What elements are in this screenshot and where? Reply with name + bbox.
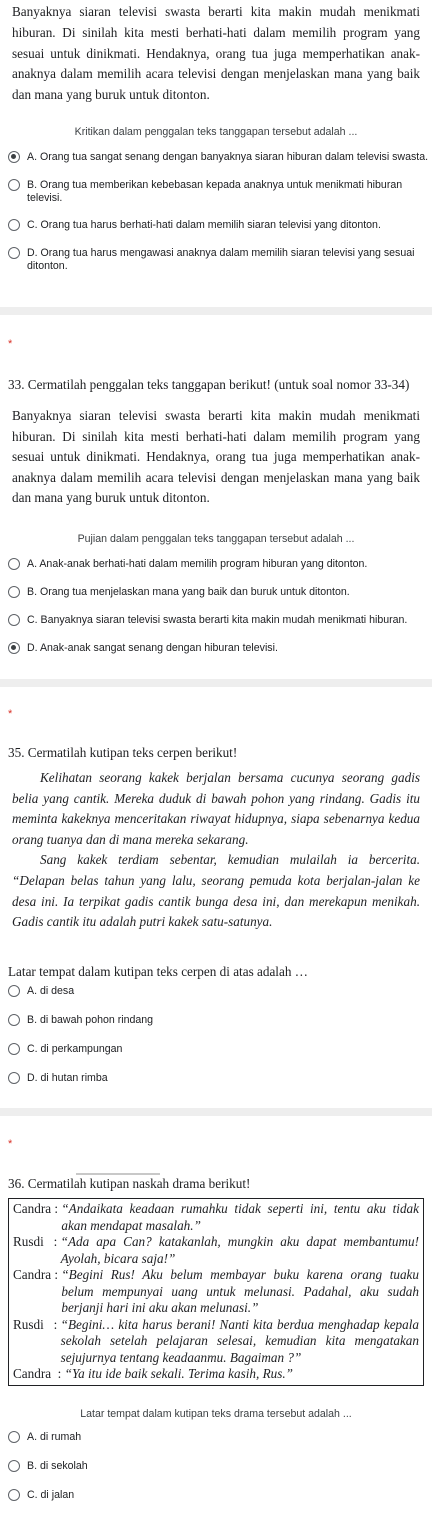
question-35-passage-block	[0, 768, 432, 933]
question-35-stem-block	[0, 964, 432, 980]
question-32-stem-block	[0, 126, 432, 138]
question-35-paragraph-2: Sang kakek terdiam sebentar, kemudian mulailah ia bercerita. “Delapan belas tahun yang lalu, seorang pemuda kota berjalan-jalan ke desa ini. Ia terpikat gadis cantik bunga desa ini, dan merekapun menikah. Gadis cantik itu adalah putri kakek satu-satunya.	[12, 852, 420, 930]
radio-icon[interactable]	[8, 219, 20, 231]
radio-icon[interactable]	[8, 985, 20, 997]
question-33-stem: Pujian dalam penggalan teks tanggapan tersebut adalah ...	[77, 533, 355, 545]
radio-selected-icon[interactable]	[8, 642, 20, 654]
question-36-options	[0, 1431, 432, 1513]
question-32-option-b[interactable]: B. Orang tua memberikan kebebasan kepada anaknya untuk menikmati hiburan televisi.	[0, 179, 432, 219]
radio-selected-icon[interactable]	[8, 151, 20, 163]
question-33-option-d[interactable]: D. Anak-anak sangat senang dengan hiburan televisi.	[0, 642, 432, 670]
question-32-passage-block	[0, 2, 432, 106]
question-33-option-b[interactable]: B. Orang tua menjelaskan mana yang baik dan buruk untuk ditonton.	[0, 586, 432, 614]
question-35-option-d[interactable]: D. di hutan rimba	[0, 1072, 432, 1101]
question-32-options	[0, 151, 432, 287]
question-32-option-c[interactable]: C. Orang tua harus berhati-hati dalam memilih siaran televisi yang ditonton.	[0, 219, 432, 247]
question-33-title: 33. Cermatilah penggalan teks tanggapan berikut! (untuk soal nomor 33-34)	[8, 377, 410, 392]
drama-script-box	[8, 1198, 424, 1386]
question-33-stem-block	[0, 533, 432, 545]
question-35-stem: Latar tempat dalam kutipan teks cerpen di atas adalah …	[8, 964, 308, 979]
drama-line: Candra : “Ya itu ide baik sekali. Terima kasih, Rus.”	[13, 1366, 293, 1381]
drama-line: Rusdi : “Begini… kita harus berani! Nanti kita berdua menghadap kepala sekolah setelah pelajaran selesai, kemudian kita mengatakan sejujurnya tentang keadaanmu. Bagaiman ?”	[13, 1316, 419, 1365]
question-33-options	[0, 558, 432, 670]
radio-icon[interactable]	[8, 1489, 20, 1501]
question-36-option-c[interactable]: C. di jalan	[0, 1489, 432, 1513]
question-33-passage-block	[0, 406, 432, 509]
question-32-passage: Banyaknya siaran televisi swasta berarti kita makin mudah menikmati hiburan. Di sinilah kita mesti berhati-hati dalam memilih program yang sesuai untuk dinikmati. Hendaknya, orang tua juga memperhatikan anak-anaknya dalam memilih acara televisi dengan menjelaskan mana yang baik dan mana yang buruk untuk ditonton.	[12, 4, 420, 103]
radio-icon[interactable]	[8, 1072, 20, 1084]
question-35-option-a[interactable]: A. di desa	[0, 985, 432, 1014]
question-33-option-a[interactable]: A. Anak-anak berhati-hati dalam memilih program hiburan yang ditonton.	[0, 558, 432, 586]
question-36-option-b[interactable]: B. di sekolah	[0, 1460, 432, 1489]
question-35-title: 35. Cermatilah kutipan teks cerpen berikut!	[8, 745, 238, 760]
drama-line: Candra : “Andaikata keadaan rumahku tidak seperti ini, tentu aku tidak akan mendapat masalah.”	[13, 1201, 419, 1233]
radio-icon[interactable]	[8, 1043, 20, 1055]
question-35-paragraph-1: Kelihatan seorang kakek berjalan bersama cucunya seorang gadis belia yang cantik. Mereka duduk di bawah pohon yang rindang. Gadis itu meminta kakeknya menceritakan riwayat hidupnya, siapa sebenarnya kedua orang tuanya dan di mana mereka sekarang.	[12, 770, 420, 847]
drama-line: Rusdi : “Ada apa Can? katakanlah, mungkin aku dapat membantumu! Ayolah, bicara saja!”	[13, 1234, 419, 1266]
radio-icon[interactable]	[8, 1460, 20, 1472]
question-32-option-a[interactable]: A. Orang tua sangat senang dengan banyaknya siaran hiburan dalam televisi swasta.	[0, 151, 432, 179]
radio-icon[interactable]	[8, 1431, 20, 1443]
required-star: *	[8, 1138, 13, 1150]
question-33-passage: Banyaknya siaran televisi swasta berarti kita makin mudah menikmati hiburan. Di sinilah kita mesti berhati-hati dalam memilih program yang sesuai untuk dinikmati. Hendaknya, orang tua juga memperhatikan anak-anaknya dalam memilih acara televisi dengan menjelaskan mana yang baik dan mana yang buruk untuk ditonton.	[12, 408, 420, 506]
radio-icon[interactable]	[8, 558, 20, 570]
question-32-option-d[interactable]: D. Orang tua harus mengawasi anaknya dalam memilih siaran televisi yang sesuai ditonton.	[0, 247, 432, 287]
section-divider	[0, 1108, 432, 1116]
question-36-drama-block	[0, 1198, 432, 1386]
question-35-option-c[interactable]: C. di perkampungan	[0, 1043, 432, 1072]
drama-line: Candra : “Begini Rus! Aku belum membayar buku karena orang tuaku belum mempunyai uang untuk melunasi. Padahal, aku sudah berjanji hari ini aku akan melunasi.”	[13, 1267, 419, 1315]
radio-icon[interactable]	[8, 247, 20, 259]
question-36-stem: Latar tempat dalam kutipan teks drama tersebut adalah ...	[80, 1408, 352, 1420]
question-35-options	[0, 985, 432, 1101]
question-36-option-a[interactable]: A. di rumah	[0, 1431, 432, 1460]
required-star: *	[8, 338, 13, 350]
question-36-title: 36. Cermatilah kutipan naskah drama berikut!	[8, 1176, 251, 1191]
question-36-stem-block	[0, 1408, 432, 1420]
radio-icon[interactable]	[8, 586, 20, 598]
scroll-indicator	[76, 1173, 160, 1175]
question-35-option-b[interactable]: B. di bawah pohon rindang	[0, 1014, 432, 1043]
radio-icon[interactable]	[8, 179, 20, 191]
section-divider	[0, 679, 432, 687]
radio-icon[interactable]	[8, 614, 20, 626]
required-star: *	[8, 708, 13, 720]
question-33-option-c[interactable]: C. Banyaknya siaran televisi swasta berarti kita makin mudah menikmati hiburan.	[0, 614, 432, 642]
question-32-stem: Kritikan dalam penggalan teks tanggapan tersebut adalah ...	[74, 126, 358, 138]
section-divider	[0, 307, 432, 315]
radio-icon[interactable]	[8, 1014, 20, 1026]
